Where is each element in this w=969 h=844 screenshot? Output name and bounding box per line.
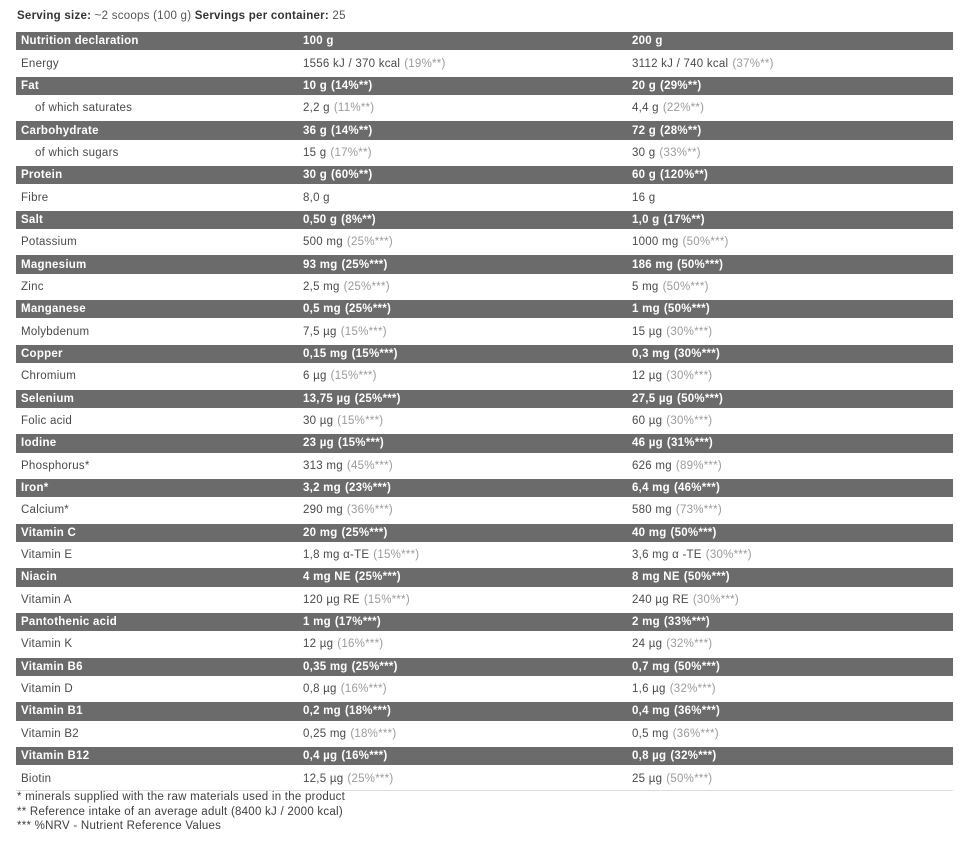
nutrient-label: Fibre [21,191,49,204]
value-200g: 16 g [632,191,656,204]
pct-200g: (30%***) [666,415,713,428]
pct-100g: (14%**) [331,79,373,92]
pct-200g: (17%**) [663,213,705,226]
pct-100g: (18%***) [344,705,392,718]
value-100g: 4 mg NE [303,571,351,584]
table-row-vitamin-k [16,633,953,655]
pct-100g: (15%***) [330,370,377,383]
nutrient-label: Calcium* [21,504,70,517]
pct-200g: (28%**) [660,124,702,137]
pct-100g: (25%***) [354,571,401,584]
value-200g: 0,8 µg [632,750,667,763]
pct-100g: (15%***) [373,549,420,562]
value-100g: 7,5 µg [303,325,337,338]
nutrient-label: Manganese [21,303,86,316]
nutrient-label: Salt [21,213,44,226]
table-row-vitamin-e [16,544,953,566]
nutrient-label: of which saturates [35,102,133,115]
value-200g: 0,3 mg [632,347,670,360]
value-100g: 12,5 µg [303,772,344,785]
pct-200g: (50%***) [662,280,709,293]
pct-100g: (25%***) [341,258,388,271]
table-row-vitamin-b1 [16,700,953,722]
nutrient-label: Vitamin K [21,638,73,651]
nutrient-label: Vitamin B12 [21,750,90,763]
value-200g: 1,0 g [632,213,660,226]
nutrient-label: Iodine [21,437,57,450]
nutrient-label: Vitamin E [21,549,73,562]
nutrient-label: Carbohydrate [21,124,99,137]
pct-100g: (25%***) [343,280,390,293]
value-100g: 313 mg [303,459,343,472]
nutrient-label: Iron* [21,482,49,495]
pct-100g: (15%***) [351,347,398,360]
value-200g: 1000 mg [632,236,679,249]
nutrient-label: Potassium [21,236,77,249]
value-200g: 2 mg [632,616,660,629]
value-100g: 120 µg RE [303,593,360,606]
pct-100g: (15%***) [337,437,384,450]
value-100g: 2,2 g [303,102,330,115]
table-row-vitamin-b2 [16,723,953,745]
nutrient-label: Vitamin B6 [21,660,83,673]
pct-200g: (33%***) [663,616,710,629]
pct-100g: (15%***) [340,325,387,338]
value-200g: 3112 kJ / 740 kcal [632,57,729,70]
serving-size-value: ~2 scoops (100 g) [94,10,192,22]
value-100g: 3,2 mg [303,482,341,495]
value-100g: 290 mg [303,504,343,517]
nutrient-label: Copper [21,347,63,360]
pct-100g: (16%***) [337,638,384,651]
pct-200g: (32%***) [669,683,716,696]
pct-200g: (46%***) [673,482,721,495]
table-row-niacin [16,566,953,588]
pct-200g: (30%***) [705,549,752,562]
value-100g: 0,25 mg [303,727,347,740]
value-100g: 1556 kJ / 370 kcal [303,57,401,70]
nutrient-label: Vitamin A [21,593,72,606]
header-200g: 200 g [632,35,663,48]
value-100g: 8,0 g [303,191,330,204]
value-100g: 0,8 µg [303,683,337,696]
value-200g: 1,6 µg [632,683,666,696]
value-100g: 0,4 µg [303,750,338,763]
value-100g: 0,35 mg [303,660,348,673]
pct-100g: (25%***) [347,772,394,785]
nutrient-label: Phosphorus* [21,459,90,472]
value-200g: 5 mg [632,280,659,293]
pct-100g: (36%***) [346,504,393,517]
nutrient-label: Pantothenic acid [21,616,118,629]
footnote-minerals: * minerals supplied with the raw materials used in the product [17,791,346,803]
value-100g: 23 µg [303,437,334,450]
value-200g: 12 µg [632,370,663,383]
pct-100g: (16%***) [340,683,387,696]
pct-100g: (16%***) [341,750,388,763]
value-100g: 0,5 mg [303,303,341,316]
pct-100g: (25%***) [344,303,392,316]
value-200g: 20 g [632,79,657,92]
pct-100g: (15%***) [337,415,384,428]
value-200g: 3,6 mg α -TE [632,549,702,562]
pct-100g: (15%***) [363,593,410,606]
table-row-magnesium [16,253,953,275]
value-100g: 20 mg [303,526,338,539]
pct-200g: (30%***) [666,370,713,383]
value-100g: 6 µg [303,370,327,383]
pct-200g: (50%***) [676,392,724,405]
table-row-fibre [16,186,953,208]
table-row-folic-acid [16,410,953,432]
value-200g: 1 mg [632,303,660,316]
value-100g: 0,2 mg [303,705,341,718]
value-100g: 15 g [303,146,327,159]
value-200g: 60 g [632,169,657,182]
pct-200g: (73%***) [675,504,722,517]
value-100g: 30 g [303,169,328,182]
pct-100g: (8%**) [341,213,376,226]
value-200g: 580 mg [632,504,672,517]
pct-100g: (14%**) [331,124,373,137]
value-200g: 4,4 g [632,102,659,115]
pct-100g: (18%***) [350,727,397,740]
value-200g: 8 mg NE [632,571,680,584]
table-row-molybdenum [16,320,953,342]
pct-100g: (23%***) [344,482,392,495]
value-200g: 186 mg [632,258,674,271]
value-200g: 0,5 mg [632,727,669,740]
pct-100g: (25%***) [354,392,401,405]
table-header-row [16,30,953,52]
pct-200g: (36%***) [672,727,719,740]
header-100g: 100 g [303,35,334,48]
table-row-manganese [16,298,953,320]
table-row-vitamin-d [16,678,953,700]
pct-200g: (89%***) [675,459,722,472]
table-row-chromium [16,365,953,387]
table-row-vitamin-b12 [16,745,953,767]
table-row-iodine [16,432,953,454]
value-100g: 0,50 g [303,213,338,226]
table-row-carbohydrate [16,119,953,141]
pct-100g: (25%***) [346,236,393,249]
table-row-saturates [16,97,953,119]
table-row-potassium [16,231,953,253]
pct-100g: (25%***) [351,660,398,673]
pct-200g: (50%***) [683,571,730,584]
pct-200g: (50%***) [663,303,710,316]
header-nutrition-declaration: Nutrition declaration [21,35,139,48]
pct-200g: (32%***) [670,750,717,763]
nutrient-label: of which sugars [35,146,119,159]
value-100g: 93 mg [303,258,338,271]
value-100g: 13,75 µg [303,392,351,405]
pct-200g: (50%***) [673,660,721,673]
nutrient-label: Vitamin C [21,526,77,539]
value-200g: 24 µg [632,638,663,651]
table-row-salt [16,209,953,231]
pct-200g: (50%***) [682,236,729,249]
nutrient-label: Selenium [21,392,75,405]
table-row-calcium [16,499,953,521]
pct-100g: (17%***) [334,616,381,629]
footnotes [17,790,345,834]
nutrient-label: Chromium [21,370,77,383]
nutrient-label: Fat [21,79,39,92]
pct-200g: (22%**) [662,102,705,115]
nutrient-label: Energy [21,57,59,70]
serving-size-label: Serving size: [17,10,92,22]
table-row-sugars [16,142,953,164]
value-100g: 0,15 mg [303,347,348,360]
value-200g: 27,5 µg [632,392,673,405]
table-row-fat [16,75,953,97]
table-row-copper [16,343,953,365]
value-200g: 40 mg [632,526,667,539]
pct-200g: (30%***) [692,593,739,606]
value-200g: 30 g [632,146,656,159]
value-200g: 46 µg [632,437,663,450]
value-100g: 10 g [303,79,328,92]
nutrient-label: Niacin [21,571,58,584]
nutrient-label: Protein [21,169,63,182]
value-200g: 0,7 mg [632,660,670,673]
pct-200g: (50%***) [677,258,724,271]
value-200g: 626 mg [632,459,672,472]
table-row-vitamin-c [16,522,953,544]
footnote-reference-intake: ** Reference intake of an average adult (8400 kJ / 2000 kcal) [17,805,343,818]
nutrient-label: Vitamin D [21,683,73,696]
pct-200g: (50%***) [666,772,713,785]
table-row-protein [16,164,953,186]
value-100g: 1 mg [303,616,331,629]
pct-200g: (30%***) [673,347,721,360]
table-row-pantothenic-acid [16,611,953,633]
nutrient-label: Folic acid [21,415,73,428]
pct-100g: (25%***) [341,526,388,539]
nutrient-label: Vitamin B2 [21,727,79,740]
value-100g: 12 µg [303,638,334,651]
pct-200g: (37%**) [732,57,774,70]
pct-200g: (29%**) [660,79,702,92]
nutrient-label: Vitamin B1 [21,705,83,718]
nutrient-label: Zinc [21,280,44,293]
table-row-iron [16,477,953,499]
pct-100g: (60%**) [331,169,373,182]
nutrient-label: Molybdenum [21,325,90,338]
table-row-energy [16,52,953,74]
nutrient-label: Biotin [21,772,52,785]
pct-200g: (120%**) [660,169,709,182]
value-200g: 15 µg [632,325,663,338]
nutrient-label: Magnesium [21,258,87,271]
servings-per-container-label: Servings per container: [194,10,329,22]
table-row-vitamin-b6 [16,656,953,678]
value-200g: 0,4 mg [632,705,670,718]
pct-100g: (45%***) [346,459,393,472]
pct-200g: (30%***) [666,325,713,338]
table-row-vitamin-a [16,589,953,611]
servings-per-container-value: 25 [332,10,346,22]
nutrition-table [16,30,953,791]
value-100g: 30 µg [303,415,334,428]
value-200g: 25 µg [632,772,663,785]
value-200g: 72 g [632,124,657,137]
pct-200g: (36%***) [673,705,721,718]
pct-100g: (17%**) [330,146,372,159]
table-row-selenium [16,388,953,410]
value-100g: 500 mg [303,236,343,249]
value-200g: 6,4 mg [632,482,670,495]
value-100g: 2,5 mg [303,280,340,293]
serving-info-line [17,10,346,22]
pct-200g: (32%***) [666,638,713,651]
footnote-nrv: *** %NRV - Nutrient Reference Values [17,820,222,833]
pct-200g: (31%***) [666,437,713,450]
pct-200g: (33%**) [659,146,701,159]
value-100g: 36 g [303,124,328,137]
pct-100g: (11%**) [333,102,375,115]
value-200g: 240 µg RE [632,593,689,606]
table-row-phosphorus [16,455,953,477]
pct-200g: (50%***) [670,526,717,539]
pct-100g: (19%**) [404,57,446,70]
value-200g: 60 µg [632,415,663,428]
value-100g: 1,8 mg α-TE [303,549,370,562]
table-row-biotin [16,767,953,789]
table-row-zinc [16,276,953,298]
